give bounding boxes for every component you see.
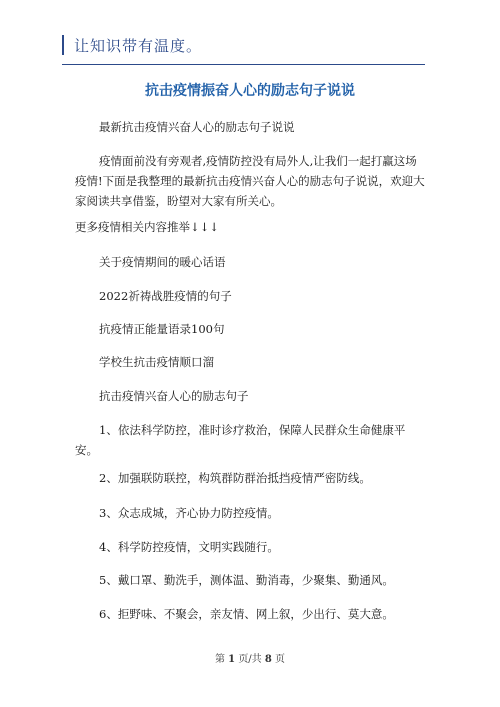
footer-middle: 页/共 bbox=[238, 654, 262, 665]
related-link[interactable]: 抗疫情正能量语录100句 bbox=[99, 322, 225, 336]
related-link[interactable]: 抗击疫情兴奋人心的励志句子 bbox=[99, 389, 249, 403]
document-title: 抗击疫情振奋人心的励志句子说说 bbox=[145, 83, 355, 99]
header-slogan: 让知识带有温度。 bbox=[74, 36, 203, 55]
list-item: 1、依法科学防控，准时诊疗救治，保障人民群众生命健康平安。 bbox=[75, 423, 406, 457]
footer-suffix: 页 bbox=[275, 654, 286, 665]
list-item: 4、科学防控疫情，文明实践随行。 bbox=[99, 540, 279, 554]
header-divider bbox=[62, 64, 425, 65]
intro-paragraph: 疫情面前没有旁观者,疫情防控没有局外人,让我们一起打赢这场疫情!下面是我整理的最新抗击疫情兴奋人心的励志句子说说，欢迎大家阅读共享借鉴，盼望对大家有所关心。 bbox=[75, 154, 425, 208]
subtitle-paragraph: 最新抗击疫情兴奋人心的励志句子说说 bbox=[99, 120, 295, 134]
related-link[interactable]: 关于疫情期间的暖心话语 bbox=[99, 255, 226, 269]
header-accent-bar bbox=[62, 35, 64, 55]
site-header bbox=[62, 34, 202, 56]
total-pages-number: 8 bbox=[264, 654, 272, 665]
more-recommend: 更多疫情相关内容推举↓↓↓ bbox=[75, 220, 219, 234]
list-item: 5、戴口罩、勤洗手，测体温、勤消毒，少聚集、勤通风。 bbox=[99, 573, 394, 587]
page-footer bbox=[0, 650, 500, 665]
footer-prefix: 第 bbox=[214, 654, 225, 665]
list-item: 6、拒野味、不聚会，亲友情、网上叙，少出行、莫大意。 bbox=[99, 607, 394, 621]
related-link[interactable]: 2022祈祷战胜疫情的句子 bbox=[99, 289, 232, 303]
current-page-number: 1 bbox=[228, 654, 236, 665]
list-item: 2、加强联防联控，构筑群防群治抵挡疫情严密防线。 bbox=[99, 471, 371, 485]
list-item: 3、众志成城，齐心协力防控疫情。 bbox=[99, 506, 279, 520]
related-link[interactable]: 学校生抗击疫情顺口溜 bbox=[99, 355, 214, 369]
